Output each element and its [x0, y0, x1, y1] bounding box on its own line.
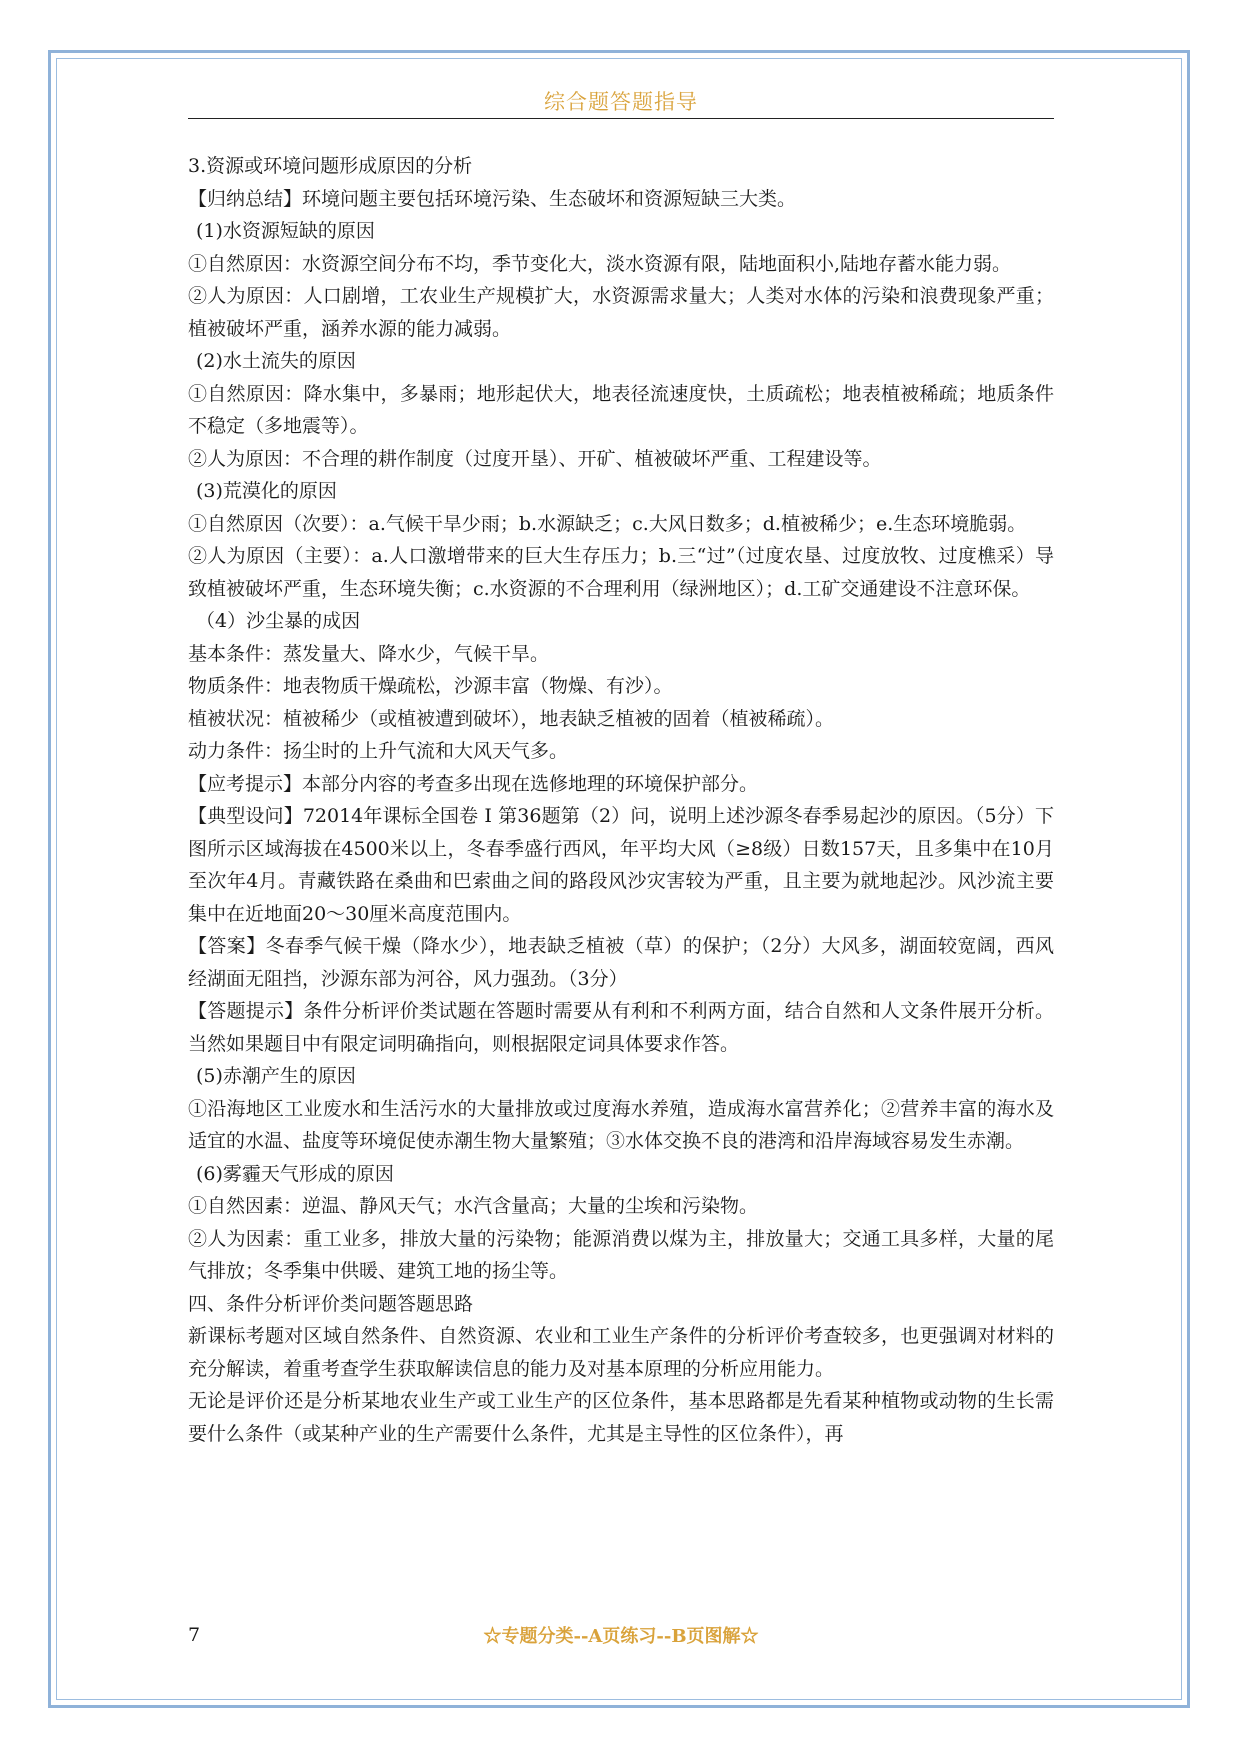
paragraph: 物质条件：地表物质干燥疏松，沙源丰富（物燥、有沙）。 [188, 675, 673, 697]
exam-tip-paragraph: 【应考提示】本部分内容的考查多出现在选修地理的环境保护部分。 [188, 772, 759, 795]
paragraph: 基本条件：蒸发量大、降水少，气候干旱。 [188, 642, 550, 665]
subheading-desertification: (3)荒漠化的原因 [196, 480, 337, 502]
paragraph: ①自然因素：逆温、静风天气；水汽含量高；大量的尘埃和污染物。 [188, 1195, 759, 1217]
page-header-title: 综合题答题指导 [544, 90, 698, 114]
paragraph: 新课标考题对区域自然条件、自然资源、农业和工业生产条件的分析评价考查较多，也更强调对材料的充分解读，着重考查学生获取解读信息的能力及对基本原理的分析应用能力。 [188, 1325, 1054, 1380]
paragraph: ②人为因素：重工业多，排放大量的污染物；能源消费以煤为主，排放量大；交通工具多样，大量的尾气排放；冬季集中供暖、建筑工地的扬尘等。 [188, 1227, 1054, 1282]
footer-tagline: ☆专题分类--A页练习--B页图解☆ [483, 1626, 759, 1647]
typical-question-paragraph: 【典型设问】72014年课标全国卷 I 第36题第（2）问，说明上述沙源冬春季易起沙的原因。（5分）下图所示区域海拔在4500米以上，冬春季盛行西风，年平均大风（≥8级）日数157天，且多集中在10月至次年4月。青藏铁路在桑曲和巴索曲之间的路段风沙灾害较为严重，且主要为就地起沙。风沙流主要集中在近地面20～30厘米高度范围内。 [188, 805, 1054, 925]
paragraph: ①自然原因：水资源空间分布不均，季节变化大，淡水资源有限，陆地面积小,陆地存蓄水能力弱。 [188, 252, 1012, 275]
paragraph: ①自然原因（次要）：a.气候干旱少雨；b.水源缺乏；c.大风日数多；d.植被稀少；e.生态环境脆弱。 [188, 512, 1027, 535]
document-body [188, 150, 1054, 1450]
paragraph: 动力条件：扬尘时的上升气流和大风天气多。 [188, 740, 569, 762]
summary-paragraph: 【归纳总结】环境问题主要包括环境污染、生态破坏和资源短缺三大类。 [188, 187, 797, 210]
paragraph: ②人为原因：不合理的耕作制度（过度开垦）、开矿、植被破坏严重、工程建设等。 [188, 447, 882, 470]
paragraph: 植被状况：植被稀少（或植被遭到破坏），地表缺乏植被的固着（植被稀疏）。 [188, 707, 835, 730]
paragraph: ②人为原因：人口剧增，工农业生产规模扩大，水资源需求量大；人类对水体的污染和浪费现象严重；植被破坏严重，涵养水源的能力减弱。 [188, 285, 1054, 340]
header-divider [188, 118, 1054, 119]
paragraph: ①沿海地区工业废水和生活污水的大量排放或过度海水养殖，造成海水富营养化；②营养丰富的海水及适宜的水温、盐度等环境促使赤潮生物大量繁殖；③水体交换不良的港湾和沿岸海域容易发生赤潮。 [188, 1097, 1054, 1152]
subheading-red-tide: (5)赤潮产生的原因 [196, 1065, 356, 1087]
section-heading: 3.资源或环境问题形成原因的分析 [188, 155, 473, 177]
paragraph: ①自然原因：降水集中，多暴雨；地形起伏大，地表径流速度快，土质疏松；地表植被稀疏；地质条件不稳定（多地震等）。 [188, 382, 1054, 437]
section-heading: 四、条件分析评价类问题答题思路 [188, 1292, 474, 1315]
answer-tip-paragraph: 【答题提示】条件分析评价类试题在答题时需要从有利和不利两方面，结合自然和人文条件展开分析。当然如果题目中有限定词明确指向，则根据限定词具体要求作答。 [188, 1000, 1054, 1055]
subheading-soil-erosion: (2)水土流失的原因 [196, 350, 356, 372]
page-number: 7 [188, 1624, 201, 1646]
answer-paragraph: 【答案】冬春季气候干燥（降水少），地表缺乏植被（草）的保护；（2分）大风多，湖面较宽阔，西风经湖面无阻挡，沙源东部为河谷，风力强劲。（3分） [188, 935, 1054, 990]
subheading-water-shortage: (1)水资源短缺的原因 [196, 220, 375, 242]
paragraph: 无论是评价还是分析某地农业生产或工业生产的区位条件，基本思路都是先看某种植物或动物的生长需要什么条件（或某种产业的生产需要什么条件，尤其是主导性的区位条件），再 [188, 1390, 1054, 1445]
subheading-sandstorm: （4）沙尘暴的成因 [196, 610, 361, 632]
subheading-haze: (6)雾霾天气形成的原因 [196, 1162, 394, 1185]
paragraph: ②人为原因（主要）：a.人口激增带来的巨大生存压力；b.三“过”（过度农垦、过度放牧、过度樵采）导致植被破坏严重，生态环境失衡；c.水资源的不合理利用（绿洲地区）；d.工矿交通建设不注意环保。 [188, 545, 1054, 600]
